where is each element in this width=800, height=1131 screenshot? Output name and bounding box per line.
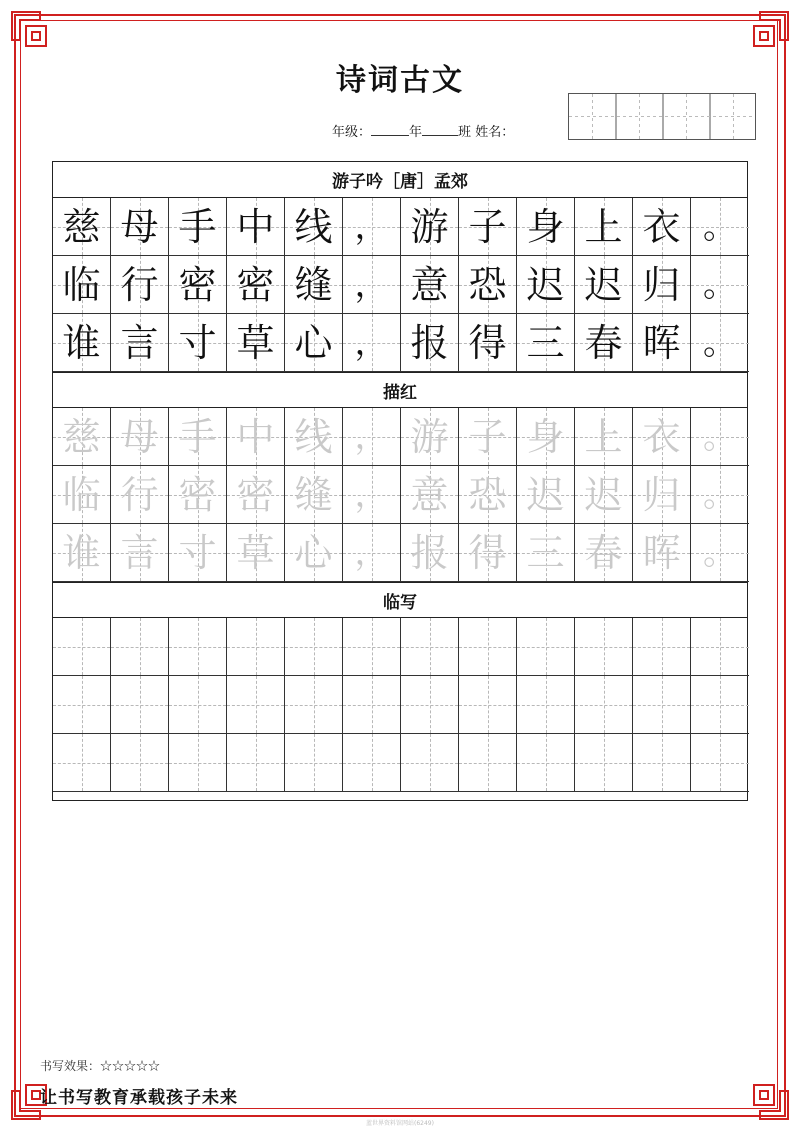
trace-char-cell[interactable] bbox=[227, 466, 285, 524]
model-char: ， bbox=[354, 322, 389, 363]
model-char: 行 bbox=[120, 262, 159, 307]
model-char-cell bbox=[575, 314, 633, 372]
practice-cell[interactable] bbox=[111, 734, 169, 792]
trace-char-cell[interactable] bbox=[401, 466, 459, 524]
practice-cell[interactable] bbox=[227, 734, 285, 792]
trace-char-cell[interactable] bbox=[691, 466, 749, 524]
model-char: 上 bbox=[584, 204, 623, 249]
copy-row bbox=[53, 734, 747, 792]
model-char: 。 bbox=[703, 322, 737, 363]
trace-char: ， bbox=[354, 416, 389, 457]
grade-blank[interactable] bbox=[371, 123, 409, 136]
practice-cell[interactable] bbox=[53, 734, 111, 792]
name-grid-lines bbox=[569, 94, 755, 139]
trace-char-cell[interactable] bbox=[633, 524, 691, 582]
trace-char: 谁 bbox=[62, 530, 101, 575]
model-char-cell bbox=[517, 256, 575, 314]
corner-ornament-icon bbox=[10, 10, 54, 54]
trace-char-cell[interactable] bbox=[169, 524, 227, 582]
model-char: 寸 bbox=[178, 320, 217, 365]
trace-char-cell[interactable] bbox=[111, 466, 169, 524]
practice-cell[interactable] bbox=[285, 734, 343, 792]
practice-cell[interactable] bbox=[633, 734, 691, 792]
model-char-cell bbox=[459, 198, 517, 256]
model-char-cell bbox=[691, 314, 749, 372]
student-info-line bbox=[332, 121, 514, 140]
writing-rating bbox=[40, 1057, 160, 1074]
model-char-cell bbox=[285, 314, 343, 372]
trace-char: 线 bbox=[294, 414, 333, 459]
practice-cell[interactable] bbox=[343, 734, 401, 792]
model-char: 身 bbox=[526, 204, 565, 249]
trace-section-label: 描红 bbox=[53, 372, 747, 408]
model-row bbox=[53, 256, 747, 314]
trace-char: 密 bbox=[178, 472, 217, 517]
trace-char-cell[interactable] bbox=[53, 466, 111, 524]
trace-char-cell[interactable] bbox=[517, 408, 575, 466]
practice-cell[interactable] bbox=[691, 734, 749, 792]
practice-cell[interactable] bbox=[633, 618, 691, 676]
trace-char-cell[interactable] bbox=[53, 408, 111, 466]
trace-char-cell[interactable] bbox=[53, 524, 111, 582]
model-char: 恐 bbox=[468, 262, 507, 307]
trace-char: 临 bbox=[62, 472, 101, 517]
trace-char: 寸 bbox=[178, 530, 217, 575]
model-char: 晖 bbox=[642, 320, 681, 365]
corner-ornament-icon bbox=[746, 1077, 790, 1121]
model-char: 三 bbox=[526, 320, 565, 365]
model-char-cell bbox=[169, 198, 227, 256]
model-char: ， bbox=[354, 264, 389, 305]
model-char-cell bbox=[111, 314, 169, 372]
trace-char: 中 bbox=[236, 414, 275, 459]
model-row bbox=[53, 198, 747, 256]
model-char-cell bbox=[633, 314, 691, 372]
practice-cell[interactable] bbox=[459, 734, 517, 792]
practice-cell[interactable] bbox=[517, 676, 575, 734]
practice-cell[interactable] bbox=[633, 676, 691, 734]
trace-char-cell[interactable] bbox=[517, 524, 575, 582]
trace-char: 母 bbox=[120, 414, 159, 459]
practice-cell[interactable] bbox=[285, 676, 343, 734]
worksheet bbox=[52, 161, 748, 801]
model-char-cell bbox=[227, 314, 285, 372]
model-char-cell bbox=[285, 198, 343, 256]
class-blank[interactable] bbox=[422, 123, 458, 136]
trace-char: 手 bbox=[178, 414, 217, 459]
practice-cell[interactable] bbox=[111, 676, 169, 734]
trace-char: 。 bbox=[703, 532, 737, 573]
model-char: 意 bbox=[410, 262, 449, 307]
trace-char-cell[interactable] bbox=[111, 408, 169, 466]
class-label: 班 bbox=[458, 125, 472, 140]
model-char: 母 bbox=[120, 204, 159, 249]
trace-char: 报 bbox=[410, 530, 449, 575]
rating-stars[interactable]: ☆☆☆☆☆ bbox=[100, 1059, 161, 1073]
model-char-cell bbox=[691, 198, 749, 256]
model-char: 报 bbox=[410, 320, 449, 365]
trace-char: 。 bbox=[703, 416, 737, 457]
trace-char-cell[interactable] bbox=[227, 524, 285, 582]
model-char: 心 bbox=[294, 320, 333, 365]
model-char: 手 bbox=[178, 204, 217, 249]
trace-char-cell[interactable] bbox=[285, 466, 343, 524]
model-char: 临 bbox=[62, 262, 101, 307]
model-char: 春 bbox=[584, 320, 623, 365]
trace-char: 迟 bbox=[526, 472, 565, 517]
practice-cell[interactable] bbox=[575, 734, 633, 792]
model-char: 密 bbox=[236, 262, 275, 307]
trace-char-cell[interactable] bbox=[517, 466, 575, 524]
trace-char-cell[interactable] bbox=[459, 408, 517, 466]
trace-char: 晖 bbox=[642, 530, 681, 575]
trace-char-cell[interactable] bbox=[169, 408, 227, 466]
model-char: 。 bbox=[703, 264, 737, 305]
trace-char-cell[interactable] bbox=[691, 524, 749, 582]
model-char-cell bbox=[53, 198, 111, 256]
copy-row bbox=[53, 618, 747, 676]
practice-cell[interactable] bbox=[285, 618, 343, 676]
model-char-cell bbox=[517, 314, 575, 372]
year-label: 年 bbox=[409, 125, 423, 140]
model-char: 慈 bbox=[62, 204, 101, 249]
practice-cell[interactable] bbox=[227, 618, 285, 676]
practice-cell[interactable] bbox=[169, 618, 227, 676]
trace-char: 恐 bbox=[468, 472, 507, 517]
model-row bbox=[53, 314, 747, 372]
copy-section-label: 临写 bbox=[53, 582, 747, 618]
model-char-cell bbox=[53, 314, 111, 372]
trace-char: 。 bbox=[703, 474, 737, 515]
trace-char: 子 bbox=[468, 414, 507, 459]
practice-cell[interactable] bbox=[459, 618, 517, 676]
trace-char: 上 bbox=[584, 414, 623, 459]
trace-char: 得 bbox=[468, 530, 507, 575]
model-char: 衣 bbox=[642, 204, 681, 249]
trace-char-cell[interactable] bbox=[343, 466, 401, 524]
trace-char: 缝 bbox=[294, 472, 333, 517]
model-char: 言 bbox=[120, 320, 159, 365]
model-char: 得 bbox=[468, 320, 507, 365]
practice-cell[interactable] bbox=[227, 676, 285, 734]
trace-char: 身 bbox=[526, 414, 565, 459]
trace-char-cell[interactable] bbox=[343, 524, 401, 582]
practice-cell[interactable] bbox=[169, 676, 227, 734]
trace-char: ， bbox=[354, 474, 389, 515]
model-char-cell bbox=[459, 314, 517, 372]
practice-cell[interactable] bbox=[169, 734, 227, 792]
trace-char: 行 bbox=[120, 472, 159, 517]
practice-cell[interactable] bbox=[53, 676, 111, 734]
model-char-cell bbox=[169, 256, 227, 314]
model-char-cell bbox=[343, 314, 401, 372]
rating-label: 书写效果： bbox=[40, 1059, 101, 1073]
name-label: 姓名： bbox=[475, 125, 515, 140]
trace-row bbox=[53, 524, 747, 582]
model-char-cell bbox=[691, 256, 749, 314]
model-char: 密 bbox=[178, 262, 217, 307]
model-char: 线 bbox=[294, 204, 333, 249]
model-char: 谁 bbox=[62, 320, 101, 365]
model-char-cell bbox=[401, 314, 459, 372]
practice-cell[interactable] bbox=[401, 734, 459, 792]
trace-char: 衣 bbox=[642, 414, 681, 459]
model-char-cell bbox=[53, 256, 111, 314]
model-char: 缝 bbox=[294, 262, 333, 307]
practice-cell[interactable] bbox=[575, 676, 633, 734]
trace-char-cell[interactable] bbox=[691, 408, 749, 466]
model-char-cell bbox=[227, 198, 285, 256]
model-char-cell bbox=[227, 256, 285, 314]
slogan: 让书写教育承载孩子未来 bbox=[40, 1088, 238, 1108]
trace-char: 慈 bbox=[62, 414, 101, 459]
model-char-cell bbox=[169, 314, 227, 372]
trace-char: 归 bbox=[642, 472, 681, 517]
poem-header: 游子吟［唐］孟郊 bbox=[53, 162, 747, 198]
practice-cell[interactable] bbox=[691, 676, 749, 734]
model-char-cell bbox=[575, 198, 633, 256]
model-char: 中 bbox=[236, 204, 275, 249]
model-char-cell bbox=[401, 198, 459, 256]
corner-ornament-icon bbox=[746, 10, 790, 54]
grade-label: 年级： bbox=[332, 125, 372, 140]
practice-cell[interactable] bbox=[459, 676, 517, 734]
practice-cell[interactable] bbox=[575, 618, 633, 676]
model-char: 游 bbox=[410, 204, 449, 249]
practice-cell[interactable] bbox=[401, 676, 459, 734]
model-char: 草 bbox=[236, 320, 275, 365]
trace-char: ， bbox=[354, 532, 389, 573]
model-char-cell bbox=[111, 256, 169, 314]
watermark-text: 蓝世界资料馆网站(6249) bbox=[366, 1120, 434, 1127]
trace-char: 三 bbox=[526, 530, 565, 575]
practice-cell[interactable] bbox=[517, 734, 575, 792]
practice-cell[interactable] bbox=[691, 618, 749, 676]
model-char: 迟 bbox=[526, 262, 565, 307]
trace-char-cell[interactable] bbox=[285, 408, 343, 466]
trace-char-cell[interactable] bbox=[401, 408, 459, 466]
model-char-cell bbox=[285, 256, 343, 314]
model-char: 。 bbox=[703, 206, 737, 247]
trace-char-cell[interactable] bbox=[285, 524, 343, 582]
trace-char-cell[interactable] bbox=[575, 524, 633, 582]
trace-char: 游 bbox=[410, 414, 449, 459]
trace-char-cell[interactable] bbox=[459, 524, 517, 582]
model-char-cell bbox=[401, 256, 459, 314]
copy-row bbox=[53, 676, 747, 734]
model-char-cell bbox=[343, 256, 401, 314]
model-char: ， bbox=[354, 206, 389, 247]
model-char-cell bbox=[343, 198, 401, 256]
practice-cell[interactable] bbox=[343, 618, 401, 676]
practice-cell[interactable] bbox=[111, 618, 169, 676]
trace-char: 言 bbox=[120, 530, 159, 575]
practice-cell[interactable] bbox=[343, 676, 401, 734]
practice-cell[interactable] bbox=[53, 618, 111, 676]
trace-char-cell[interactable] bbox=[633, 408, 691, 466]
model-char: 归 bbox=[642, 262, 681, 307]
trace-char: 迟 bbox=[584, 472, 623, 517]
model-char-cell bbox=[517, 198, 575, 256]
trace-char-cell[interactable] bbox=[401, 524, 459, 582]
trace-char: 草 bbox=[236, 530, 275, 575]
trace-row bbox=[53, 408, 747, 466]
trace-char: 意 bbox=[410, 472, 449, 517]
page-title: 诗词古文 bbox=[336, 63, 464, 98]
model-char-cell bbox=[575, 256, 633, 314]
model-char-cell bbox=[459, 256, 517, 314]
trace-char-cell[interactable] bbox=[575, 408, 633, 466]
trace-char-cell[interactable] bbox=[575, 466, 633, 524]
trace-char: 心 bbox=[294, 530, 333, 575]
trace-char: 春 bbox=[584, 530, 623, 575]
practice-cell[interactable] bbox=[401, 618, 459, 676]
practice-cell[interactable] bbox=[517, 618, 575, 676]
trace-char-cell[interactable] bbox=[633, 466, 691, 524]
trace-char: 密 bbox=[236, 472, 275, 517]
model-char-cell bbox=[633, 198, 691, 256]
trace-char-cell[interactable] bbox=[111, 524, 169, 582]
trace-char-cell[interactable] bbox=[169, 466, 227, 524]
trace-row bbox=[53, 466, 747, 524]
model-char-cell bbox=[633, 256, 691, 314]
name-writing-grid[interactable] bbox=[568, 93, 756, 140]
trace-char-cell[interactable] bbox=[459, 466, 517, 524]
trace-char-cell[interactable] bbox=[343, 408, 401, 466]
model-char: 子 bbox=[468, 204, 507, 249]
model-char-cell bbox=[111, 198, 169, 256]
trace-char-cell[interactable] bbox=[227, 408, 285, 466]
model-char: 迟 bbox=[584, 262, 623, 307]
